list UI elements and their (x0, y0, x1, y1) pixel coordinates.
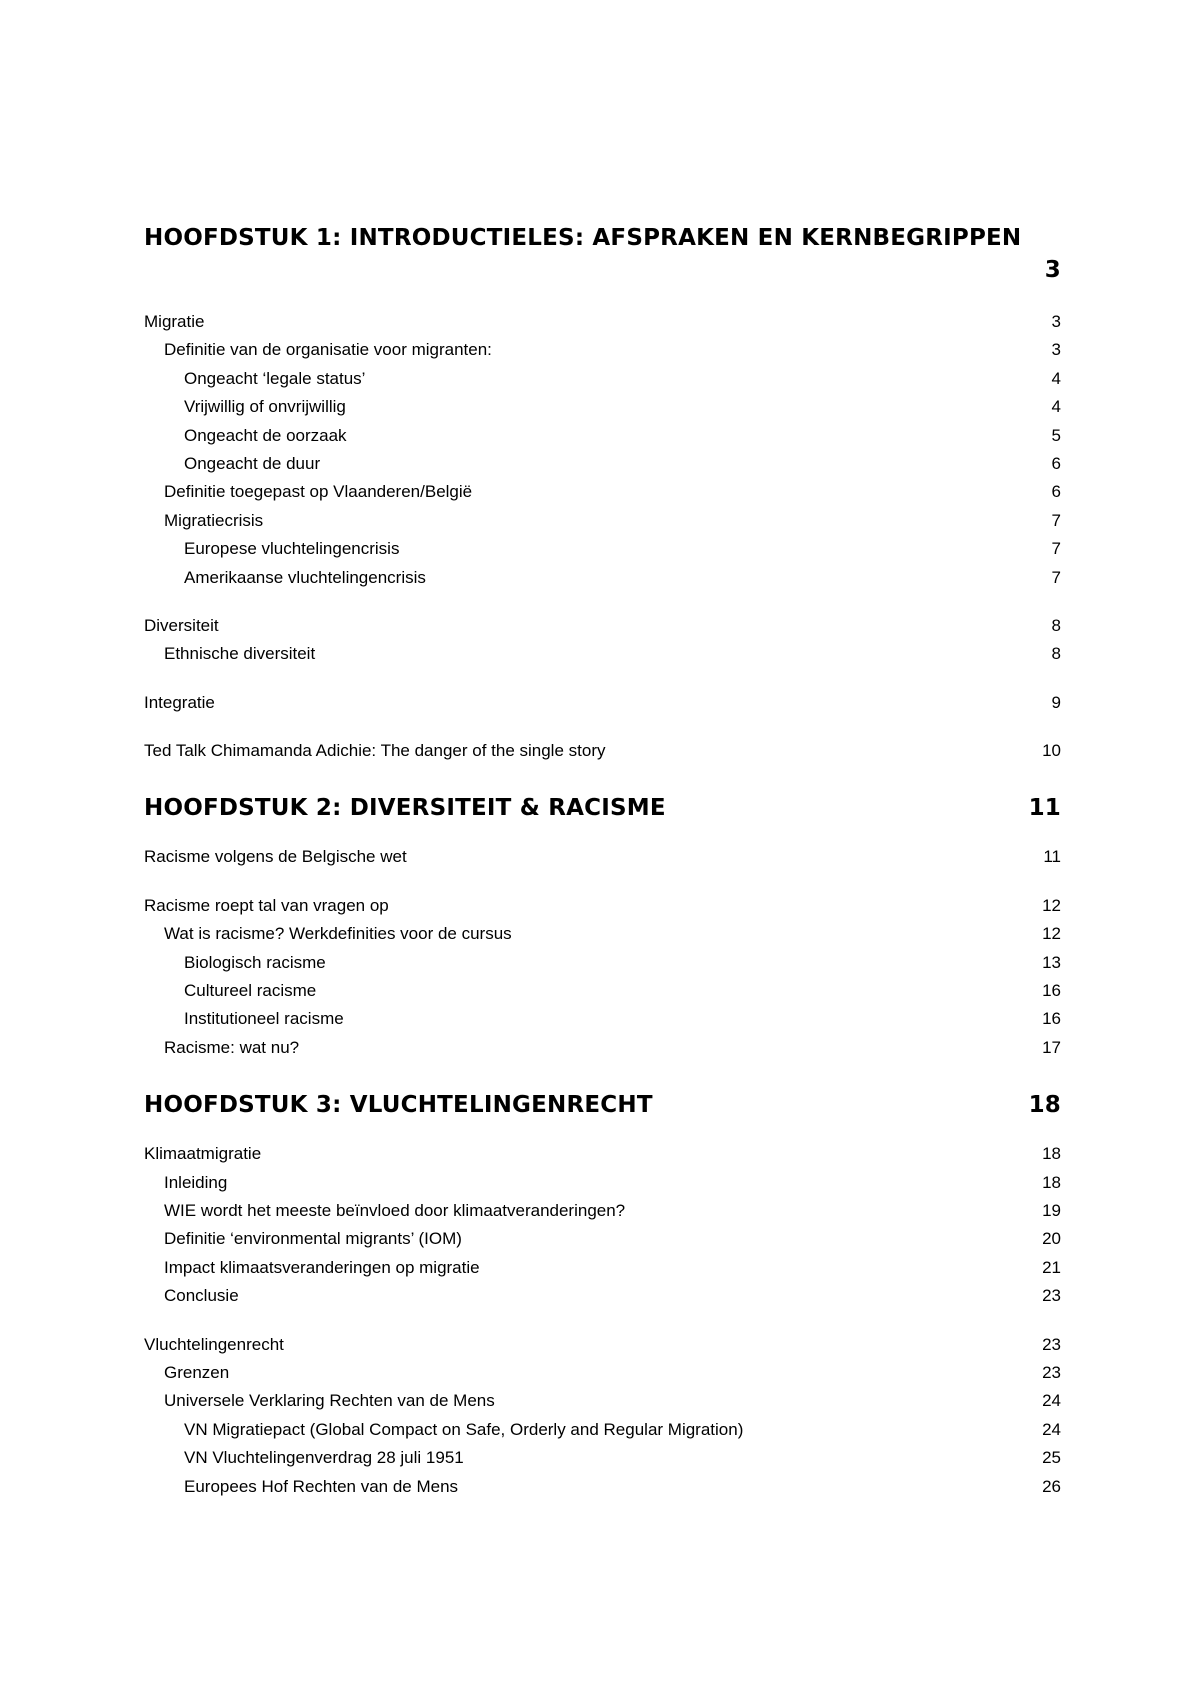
toc-entry-text: Conclusie (164, 1286, 239, 1306)
chapter-page-number: 11 (1028, 795, 1061, 822)
toc-entry-text: Ted Talk Chimamanda Adichie: The danger of the single story (144, 741, 606, 761)
toc-entry-page: 6 (1051, 482, 1061, 502)
chapter-page-number: 3 (1044, 257, 1061, 283)
toc-entry-page: 25 (1042, 1448, 1061, 1468)
toc-entry-text: Cultureel racisme (184, 981, 317, 1001)
toc-entry[interactable] (144, 892, 1061, 920)
toc-entry[interactable] (144, 1034, 1061, 1062)
toc-entry-page: 6 (1051, 453, 1061, 473)
toc-entry-page: 26 (1042, 1476, 1061, 1496)
chapter-heading[interactable] (144, 1092, 1061, 1118)
toc-entry-text: Migratie (144, 312, 205, 331)
toc-entry-text: Europese vluchtelingencrisis (184, 539, 400, 559)
toc-entry[interactable] (144, 1225, 1061, 1253)
toc-entry-page: 8 (1051, 615, 1061, 635)
toc-entry-page: 4 (1051, 368, 1061, 388)
toc-entry[interactable] (144, 450, 1061, 478)
toc-entry[interactable] (144, 1005, 1061, 1033)
toc-entry-text: Wat is racisme? Werkdefinities voor de cursus (164, 924, 512, 944)
toc-entry[interactable] (144, 949, 1061, 977)
chapter-page-number: 18 (1028, 1092, 1061, 1119)
toc-entry-text: VN Migratiepact (Global Compact on Safe, Orderly and Regular Migration) (184, 1419, 744, 1439)
toc-entry[interactable] (144, 1331, 1061, 1359)
toc-entry-text: Ethnische diversiteit (164, 644, 316, 664)
toc-entry-page: 12 (1042, 895, 1061, 915)
toc-entry[interactable] (144, 478, 1061, 506)
toc-entry-page: 8 (1051, 644, 1061, 664)
chapter-heading[interactable] (144, 222, 1061, 286)
toc-entry-text: Racisme: wat nu? (164, 1037, 300, 1057)
toc-entry-text: Klimaatmigratie (144, 1144, 262, 1164)
toc-entry[interactable] (144, 920, 1061, 948)
toc-entry[interactable] (144, 977, 1061, 1005)
toc-entry-page: 11 (1043, 847, 1061, 867)
toc-entry[interactable] (144, 1140, 1061, 1168)
toc-entry[interactable] (144, 1387, 1061, 1415)
toc-entry-text: Institutioneel racisme (184, 1009, 344, 1029)
toc-entry-page: 7 (1051, 510, 1061, 530)
toc-entry-text: Europees Hof Rechten van de Mens (184, 1476, 459, 1496)
toc-entry[interactable] (144, 365, 1061, 393)
toc-entry[interactable] (144, 507, 1061, 535)
toc-entry-text: Ongeacht de oorzaak (184, 425, 347, 445)
toc-entry-page: 7 (1051, 539, 1061, 559)
toc-entry-text: Impact klimaatsveranderingen op migratie (164, 1257, 480, 1277)
toc-entry-text: Amerikaanse vluchtelingencrisis (184, 567, 426, 587)
toc-entry-text: Vrijwillig of onvrijwillig (184, 397, 346, 417)
toc-entry[interactable] (144, 1282, 1061, 1310)
toc-entry[interactable] (144, 689, 1061, 717)
toc-entry-page: 18 (1042, 1172, 1061, 1192)
toc-entry-page: 12 (1042, 924, 1061, 944)
toc-entry-text: Definitie van de organisatie voor migranten: (164, 340, 492, 360)
toc-entry-text: Racisme volgens de Belgische wet (144, 847, 407, 867)
chapter-title: HOOFDSTUK 2: DIVERSITEIT & RACISME (144, 795, 666, 822)
toc-entry-text: Migratiecrisis (164, 510, 264, 530)
toc-entry[interactable] (144, 843, 1061, 871)
toc-entry[interactable] (144, 640, 1061, 668)
toc-entry[interactable] (144, 1359, 1061, 1387)
chapter-title: HOOFDSTUK 1: INTRODUCTIELES: AFSPRAKEN EN KERNBEGRIPPEN (144, 225, 1022, 251)
toc-entry-page: 9 (1051, 692, 1061, 712)
toc-entry-page: 20 (1042, 1229, 1061, 1249)
toc-entry[interactable] (144, 336, 1061, 364)
toc-entry-page: 21 (1042, 1257, 1061, 1277)
chapter-title: HOOFDSTUK 3: VLUCHTELINGENRECHT (144, 1092, 653, 1119)
toc-entry-page: 7 (1051, 567, 1061, 587)
toc-entry-page: 3 (1051, 312, 1061, 331)
toc-entry-text: Grenzen (164, 1362, 230, 1382)
toc-entry-text: Racisme roept tal van vragen op (144, 895, 389, 915)
toc-entry-text: Universele Verklaring Rechten van de Mens (164, 1391, 495, 1411)
chapter-heading[interactable] (144, 795, 1061, 821)
toc-entry[interactable] (144, 308, 1061, 336)
toc-entry-text: Inleiding (164, 1172, 228, 1192)
toc-entry[interactable] (144, 564, 1061, 592)
toc-entry-page: 5 (1051, 425, 1061, 445)
toc-entry-text: Definitie toegepast op Vlaanderen/België (164, 482, 473, 502)
toc-entry[interactable] (144, 1416, 1061, 1444)
toc-entry[interactable] (144, 612, 1061, 640)
toc-entry-page: 10 (1042, 741, 1061, 761)
toc-entry-text: Vluchtelingenrecht (144, 1334, 284, 1354)
toc-entry-text: Diversiteit (144, 615, 219, 635)
toc-entry-page: 18 (1042, 1144, 1061, 1164)
toc-entry[interactable] (144, 1197, 1061, 1225)
toc-entry-text: Definitie ‘environmental migrants’ (IOM) (164, 1229, 462, 1249)
toc-entry-text: Ongeacht ‘legale status’ (184, 368, 366, 388)
toc-entry[interactable] (144, 393, 1061, 421)
toc-entry-page: 23 (1042, 1334, 1061, 1354)
toc-entry[interactable] (144, 535, 1061, 563)
toc-entry[interactable] (144, 1169, 1061, 1197)
toc-entry-text: Ongeacht de duur (184, 453, 321, 473)
toc-entry[interactable] (144, 737, 1061, 765)
toc-entry-text: VN Vluchtelingenverdrag 28 juli 1951 (184, 1448, 464, 1468)
toc-entry-page: 13 (1042, 952, 1061, 972)
toc-entry[interactable] (144, 1473, 1061, 1501)
toc-entry[interactable] (144, 422, 1061, 450)
table-of-contents (144, 222, 1061, 1501)
toc-entry-page: 24 (1042, 1391, 1061, 1411)
toc-entry-text: Biologisch racisme (184, 952, 326, 972)
toc-entry-page: 16 (1042, 981, 1061, 1001)
toc-entry-page: 23 (1042, 1286, 1061, 1306)
toc-entry-page: 24 (1042, 1419, 1061, 1439)
toc-entry-page: 3 (1051, 340, 1061, 360)
toc-entry-page: 4 (1051, 397, 1061, 417)
toc-entry-page: 19 (1042, 1200, 1061, 1220)
toc-entry-text: Integratie (144, 692, 215, 712)
toc-entry[interactable] (144, 1254, 1061, 1282)
toc-entry-page: 16 (1042, 1009, 1061, 1029)
toc-entry-page: 17 (1042, 1037, 1061, 1057)
toc-entry[interactable] (144, 1444, 1061, 1472)
toc-entry-text: WIE wordt het meeste beïnvloed door klimaatveranderingen? (164, 1200, 626, 1220)
toc-entry-page: 23 (1042, 1362, 1061, 1382)
